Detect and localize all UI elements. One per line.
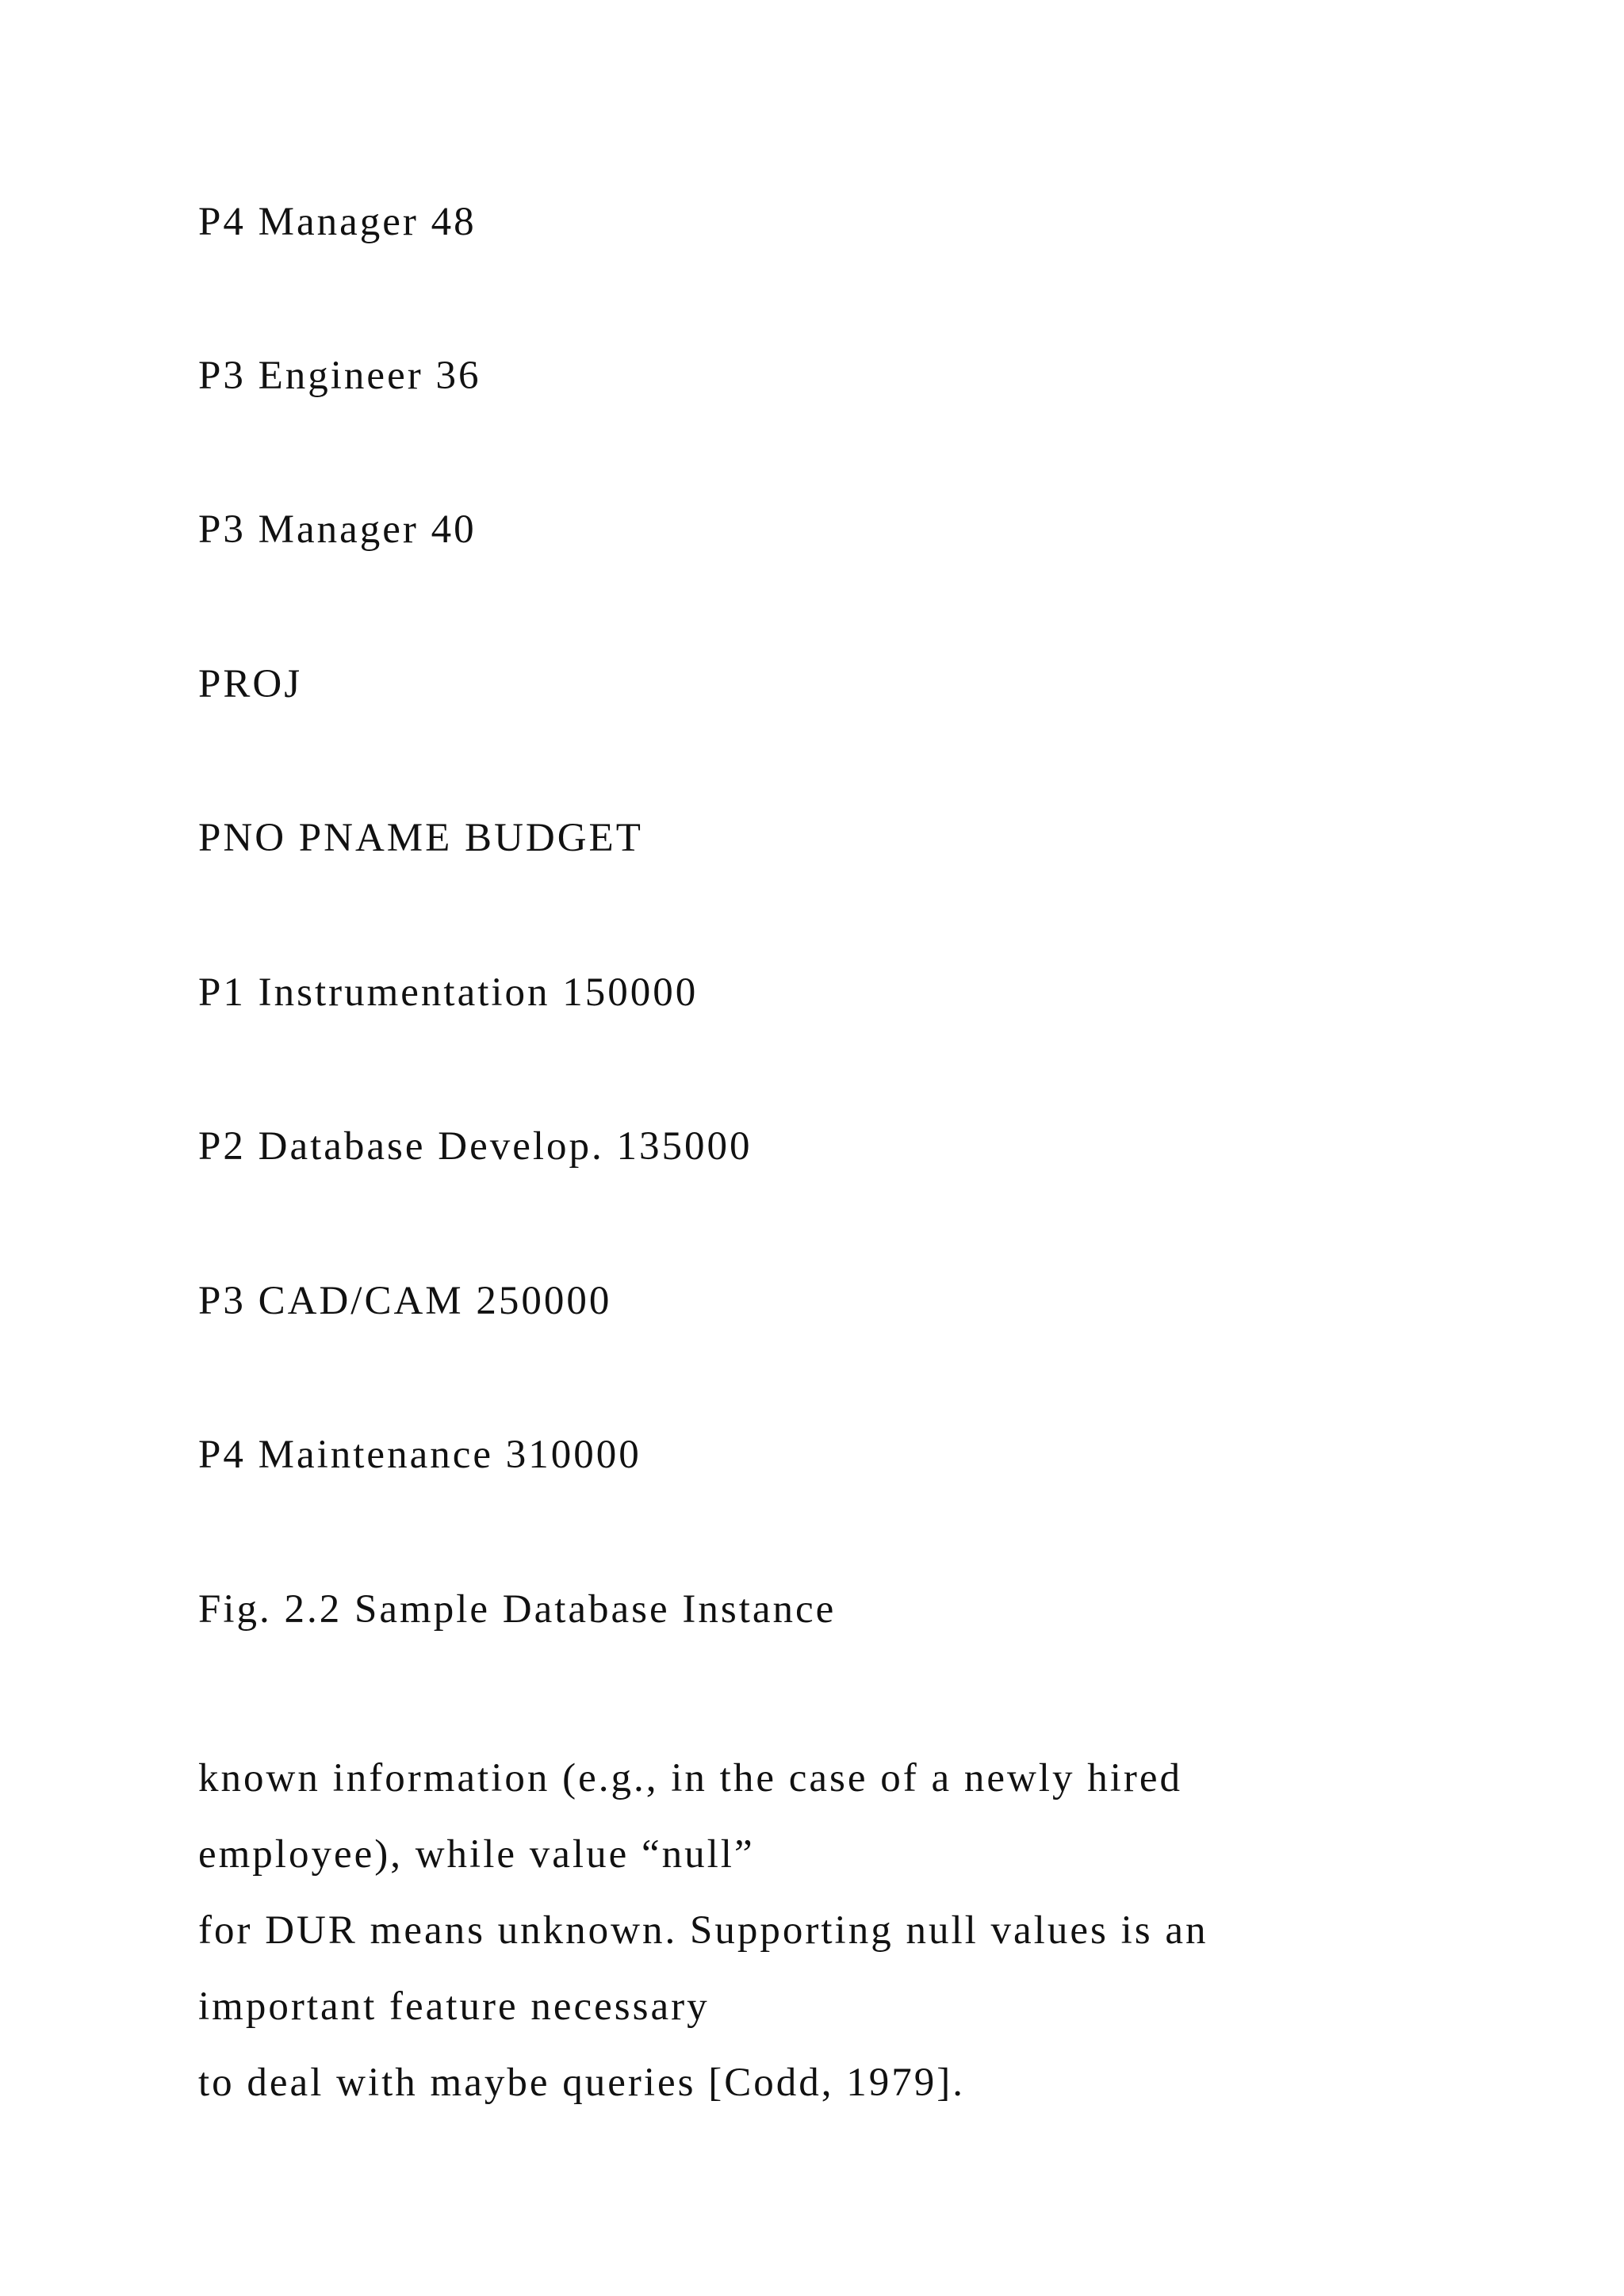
table-row-asg-p3-manager: P3 Manager 40 — [198, 507, 477, 552]
table-row-asg-p3-engineer: P3 Engineer 36 — [198, 354, 481, 398]
paragraph-line: important feature necessary — [198, 1984, 710, 2029]
figure-caption: Fig. 2.2 Sample Database Instance — [198, 1587, 837, 1632]
paragraph-line: for DUR means unknown. Supporting null values is an — [198, 1908, 1208, 1953]
relation-name-proj: PROJ — [198, 662, 303, 706]
table-row-asg-p4-manager: P4 Manager 48 — [198, 200, 477, 244]
table-row-proj-p4: P4 Maintenance 310000 — [198, 1433, 642, 1477]
table-row-proj-p2: P2 Database Develop. 135000 — [198, 1124, 753, 1169]
table-row-proj-p3: P3 CAD/CAM 250000 — [198, 1279, 612, 1323]
table-header-proj: PNO PNAME BUDGET — [198, 816, 643, 860]
paragraph-line: known information (e.g., in the case of a newly hired — [198, 1756, 1183, 1800]
table-row-proj-p1: P1 Instrumentation 150000 — [198, 970, 699, 1015]
paragraph-line: employee), while value “null” — [198, 1832, 755, 1877]
paragraph-line: to deal with maybe queries [Codd, 1979]. — [198, 2061, 965, 2105]
body-paragraph — [198, 1740, 1208, 2121]
